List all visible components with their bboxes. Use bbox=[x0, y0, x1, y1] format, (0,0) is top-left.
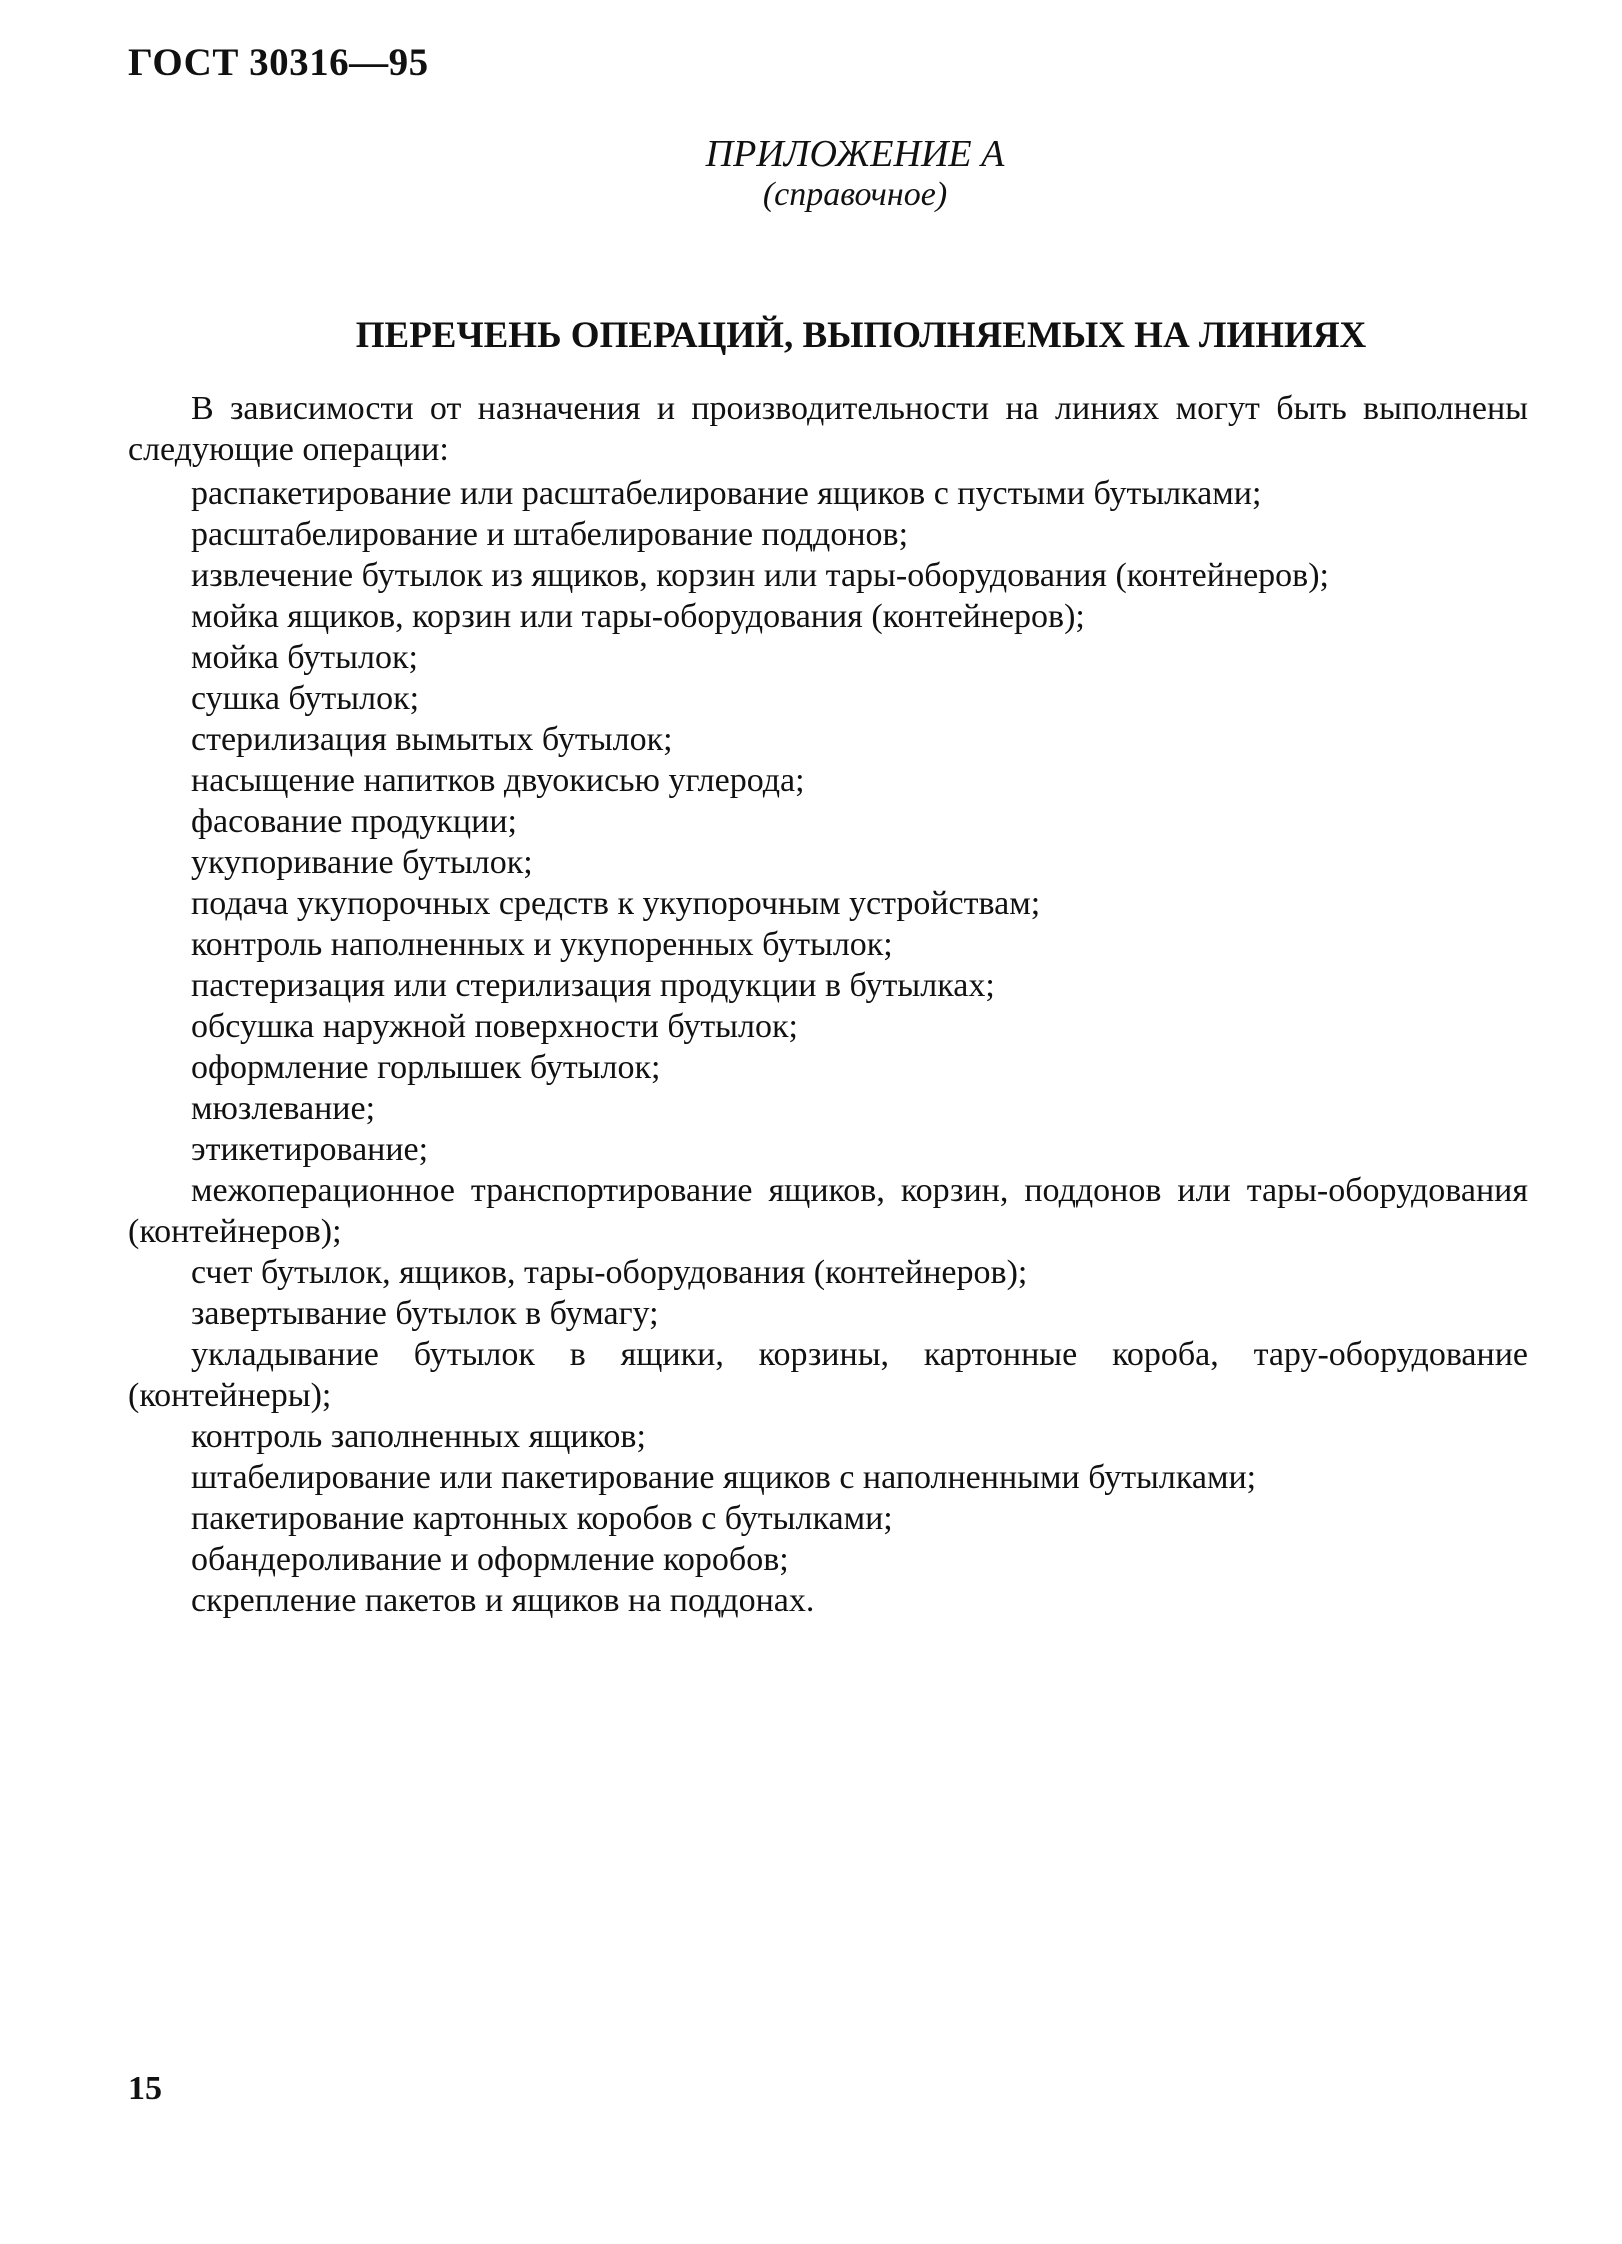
operation-item: распакетирование или расштабелирование ящиков с пустыми бутылками; bbox=[191, 475, 1262, 512]
operation-item: оформление горлышек бутылок; bbox=[191, 1049, 661, 1086]
operation-item: штабелирование или пакетирование ящиков с наполненными бутылками; bbox=[191, 1459, 1257, 1496]
operation-item: расштабелирование и штабелирование поддонов; bbox=[191, 516, 909, 553]
operation-item: мойка бутылок; bbox=[191, 639, 418, 676]
operation-item: мюзлевание; bbox=[191, 1090, 376, 1127]
document-id: ГОСТ 30316—95 bbox=[128, 41, 429, 84]
appendix-title: ПРИЛОЖЕНИЕ А bbox=[705, 133, 1005, 175]
section-heading: ПЕРЕЧЕНЬ ОПЕРАЦИЙ, ВЫПОЛНЯЕМЫХ НА ЛИНИЯХ bbox=[355, 315, 1367, 356]
operation-item: пакетирование картонных коробов с бутылками; bbox=[191, 1500, 893, 1537]
operation-item: обсушка наружной поверхности бутылок; bbox=[191, 1008, 798, 1045]
operation-item: укупоривание бутылок; bbox=[191, 844, 533, 881]
operation-item: подача укупорочных средств к укупорочным устройствам; bbox=[191, 885, 1041, 922]
section-body bbox=[128, 388, 1528, 1621]
appendix-subtitle: (справочное) bbox=[762, 176, 948, 213]
operation-item: укладывание бутылок в ящики, корзины, картонные короба, тару-оборудование (контейнеры); bbox=[128, 1336, 1528, 1414]
operation-item: фасование продукции; bbox=[191, 803, 517, 840]
operation-item: сушка бутылок; bbox=[191, 680, 420, 717]
operation-item: извлечение бутылок из ящиков, корзин или тары-оборудования (контейнеров); bbox=[191, 557, 1330, 594]
operation-item: этикетирование; bbox=[191, 1131, 429, 1168]
operation-item: счет бутылок, ящиков, тары-оборудования (контейнеров); bbox=[191, 1254, 1028, 1291]
operation-item: насыщение напитков двуокисью углерода; bbox=[191, 762, 805, 799]
page-number: 15 bbox=[128, 2070, 162, 2107]
operation-item: пастеризация или стерилизация продукции в бутылках; bbox=[191, 967, 995, 1004]
operation-item: контроль наполненных и укупоренных бутылок; bbox=[191, 926, 893, 963]
operation-item: скрепление пакетов и ящиков на поддонах. bbox=[191, 1582, 815, 1619]
operation-item: завертывание бутылок в бумагу; bbox=[191, 1295, 659, 1332]
operation-item: обандероливание и оформление коробов; bbox=[191, 1541, 789, 1578]
operations-list bbox=[128, 473, 1528, 1621]
operation-item: мойка ящиков, корзин или тары-оборудования (контейнеров); bbox=[191, 598, 1085, 635]
intro-paragraph: В зависимости от назначения и производительности на линиях могут быть выполнены следующие операции: bbox=[128, 390, 1528, 468]
operation-item: межоперационное транспортирование ящиков, корзин, поддонов или тары-оборудования (контейнеров); bbox=[128, 1172, 1528, 1250]
operation-item: стерилизация вымытых бутылок; bbox=[191, 721, 673, 758]
operation-item: контроль заполненных ящиков; bbox=[191, 1418, 646, 1455]
